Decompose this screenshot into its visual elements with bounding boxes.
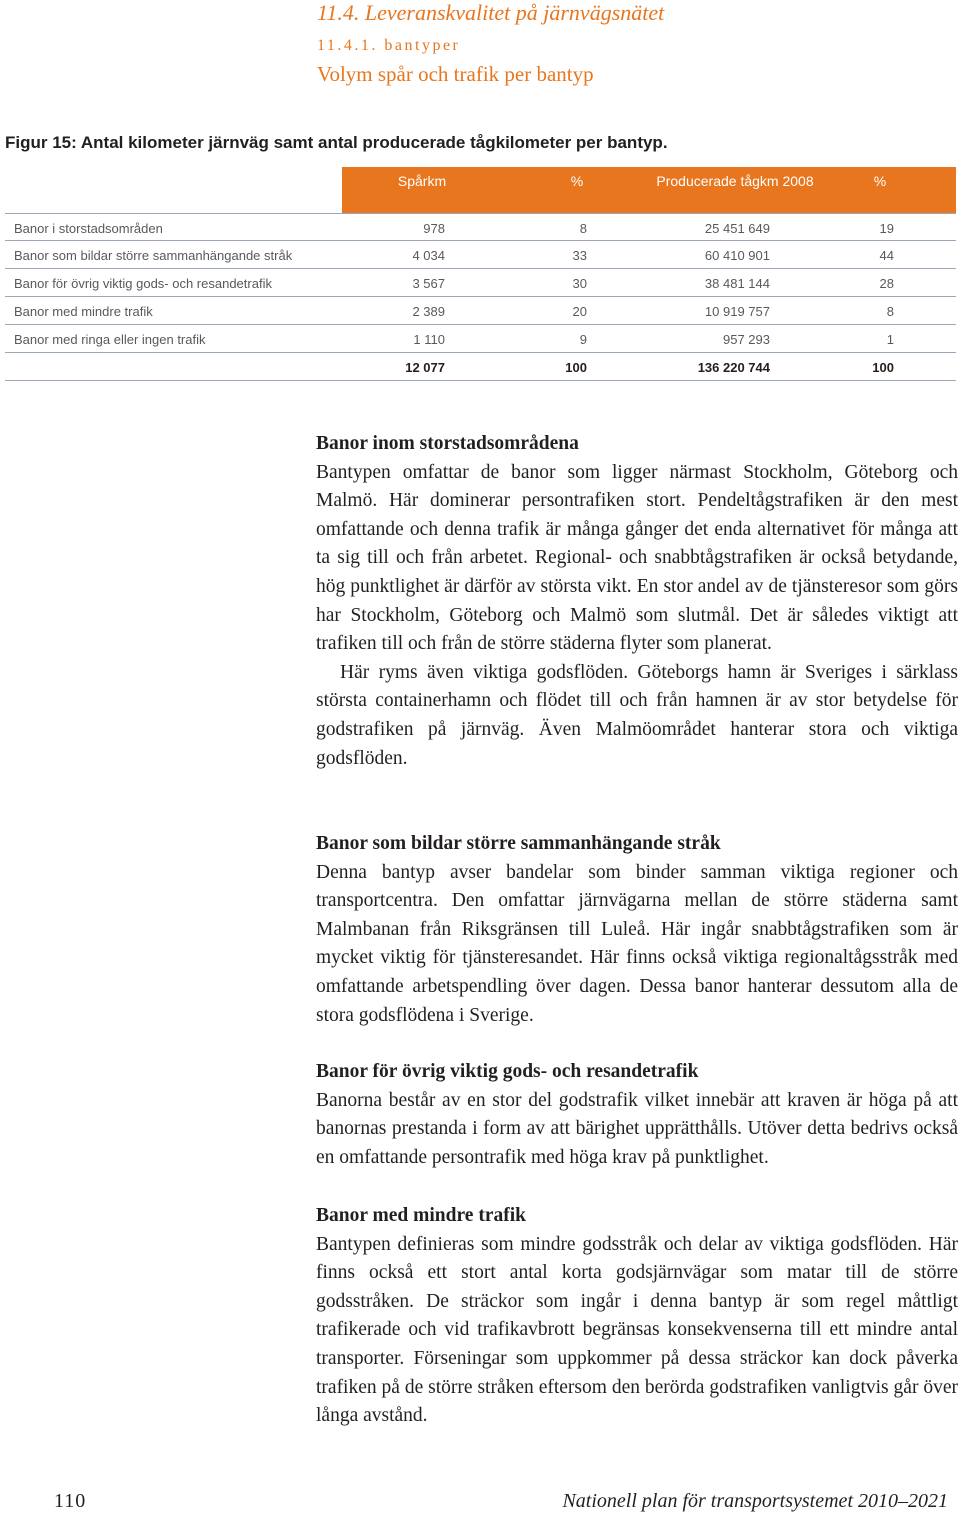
table-row <box>5 325 956 353</box>
cell-sparkm: 4 034 <box>412 248 445 263</box>
row-label: Banor för övrig viktig gods- och resandetrafik <box>14 276 272 291</box>
col-header-percent-2: % <box>873 173 887 189</box>
cell-sparkm: 3 567 <box>412 276 445 291</box>
total-tagkm: 136 220 744 <box>697 360 770 375</box>
cell-percent: 30 <box>572 276 587 291</box>
cell-percent: 8 <box>886 304 894 319</box>
bantyp-table <box>5 167 956 381</box>
total-sparkm: 12 077 <box>405 360 445 375</box>
paragraph: Denna bantyp avser bandelar som binder samman viktiga regioner och transportcentra. Den omfattar järnvägarna mellan de större städerna samt Malmbanan från Riksgränsen till Luleå. Här ingår snabbtågstrafiken som är mycket viktig för tjänsteresandet. Här finns också viktiga regionaltågsstråk med omfattande arbetspendling över dagen. Dessa banor hanterar dessutom alla de stora godsflödena i Sverige. <box>316 861 958 1026</box>
cell-sparkm: 2 389 <box>412 304 445 319</box>
section-storstad <box>316 430 958 773</box>
cell-percent: 8 <box>579 221 587 236</box>
footer-doc-title: Nationell plan för transportsystemet 2010–2021 <box>562 1490 948 1512</box>
section-strak <box>316 830 958 1030</box>
section-heading: Banor för övrig viktig gods- och resandetrafik <box>316 1061 699 1082</box>
cell-percent: 20 <box>572 304 587 319</box>
total-percent: 100 <box>872 360 894 375</box>
cell-tagkm: 60 410 901 <box>704 248 770 263</box>
cell-tagkm: 957 293 <box>723 332 770 347</box>
table-row <box>5 213 956 241</box>
col-header-percent-1: % <box>570 173 584 189</box>
table-total-row <box>5 353 956 381</box>
section-title: 11.4. Leveranskvalitet på järnvägsnätet <box>317 0 665 25</box>
section-heading: Banor inom storstadsområdena <box>316 433 579 454</box>
row-label: Banor med ringa eller ingen trafik <box>14 332 206 347</box>
cell-sparkm: 1 110 <box>413 332 445 347</box>
cell-percent: 28 <box>879 276 894 291</box>
section-heading: Banor som bildar större sammanhängande stråk <box>316 833 721 854</box>
section-mindre <box>316 1202 958 1431</box>
paragraph: Här ryms även viktiga godsflöden. Göteborgs hamn är Sveriges i särklass största containerhamn och flödet till och från hamnen är av stor betydelse för godstrafiken på järnväg. Även Malmöområdet hanterar stora och viktiga godsflöden. <box>316 661 958 769</box>
table-row <box>5 269 956 297</box>
total-percent: 100 <box>565 360 587 375</box>
page-number: 110 <box>54 1490 87 1512</box>
row-label: Banor som bildar större sammanhängande stråk <box>14 248 293 263</box>
cell-percent: 33 <box>572 248 587 263</box>
cell-sparkm: 978 <box>423 221 445 236</box>
cell-tagkm: 10 919 757 <box>704 304 770 319</box>
cell-percent: 19 <box>879 221 894 236</box>
cell-percent: 1 <box>886 332 894 347</box>
cell-percent: 9 <box>579 332 587 347</box>
table-row <box>5 297 956 325</box>
paragraph: Bantypen definieras som mindre godsstråk och delar av viktiga godsflöden. Här finns också ett stort antal korta godsjärnvägar som matar till de större godsstråken. De sträckor som ingår i denna bantyp är som regel måttligt trafikerade och vid trafikavbrott begränsas konsekvenserna till ett mindre antal transporter. Förseningar som uppkommer på dessa sträckor kan dock påverka trafiken på de större stråken eftersom den berörda godstrafiken vanligtvis går över långa avstånd. <box>316 1233 958 1427</box>
cell-tagkm: 25 451 649 <box>704 221 770 236</box>
row-label: Banor i storstadsområden <box>14 221 163 236</box>
row-label: Banor med mindre trafik <box>14 304 153 319</box>
col-header-sparkm: Spårkm <box>397 173 447 189</box>
cell-percent: 44 <box>879 248 894 263</box>
table-row <box>5 241 956 269</box>
paragraph: Bantypen omfattar de banor som ligger närmast Stockholm, Göteborg och Malmö. Här dominerar persontrafiken stort. Pendeltågstrafiken är den mest omfattande och denna trafik är många gånger det enda alternativet för många att ta sig till och från arbetet. Regional- och snabbtågstrafiken är också betydande, hög punktlighet är därför av största vikt. En stor andel av de tjänsteresor som görs har Stockholm, Göteborg och Malmö som slutmål. Det är således viktigt att trafiken till och från de större städerna flyter som planerat. <box>316 461 958 655</box>
paragraph: Banorna består av en stor del godstrafik vilket innebär att kraven är höga på att banornas prestanda i form av att bärighet upprätthålls. Utöver detta bedrivs också en omfattande persontrafik med höga krav på punktlighet. <box>316 1089 958 1168</box>
cell-tagkm: 38 481 144 <box>704 276 770 291</box>
subsection-label: 11.4.1. bantyper <box>317 37 461 54</box>
table-header <box>5 167 956 213</box>
subsection-subtitle: Volym spår och trafik per bantyp <box>317 62 594 86</box>
col-header-tagkm: Producerade tågkm 2008 <box>656 173 814 189</box>
section-ovrig <box>316 1058 958 1172</box>
figure-caption: Figur 15: Antal kilometer järnväg samt antal producerade tågkilometer per bantyp. <box>5 133 668 152</box>
section-heading: Banor med mindre trafik <box>316 1205 526 1226</box>
